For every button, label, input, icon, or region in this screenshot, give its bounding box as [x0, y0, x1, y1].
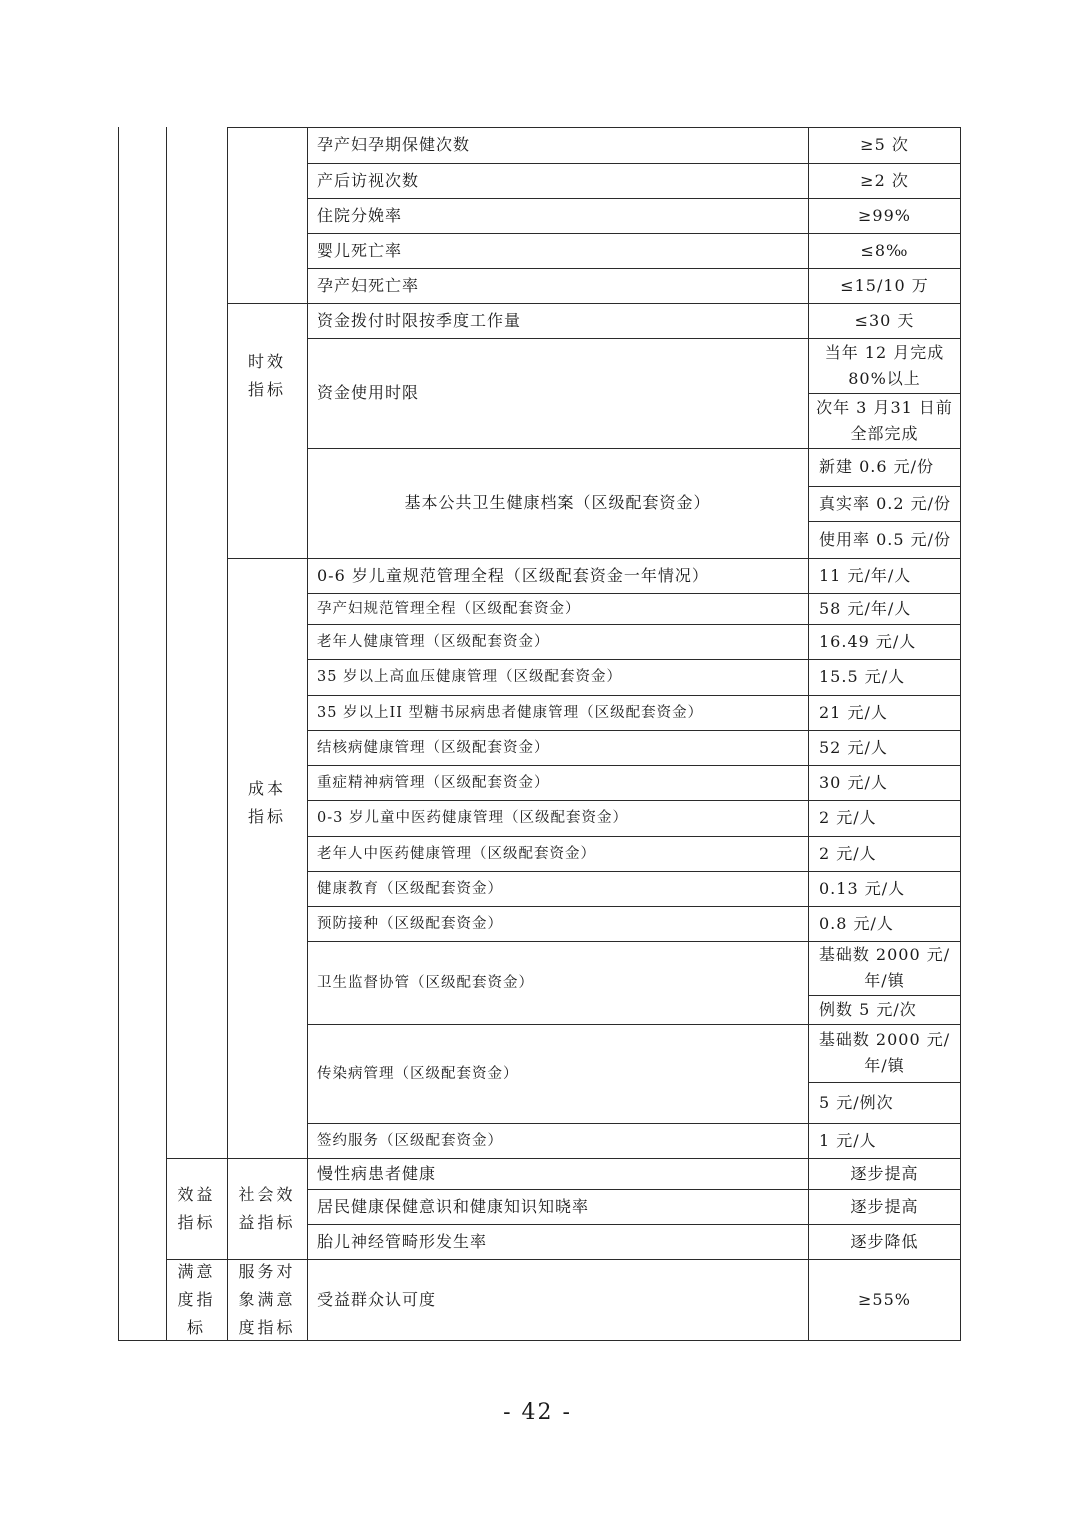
indicator-item: 资金拨付时限按季度工作量	[317, 310, 522, 330]
indicator-item: 老年人健康管理（区级配套资金）	[317, 633, 550, 650]
category-satisfaction: 满意度指标	[177, 1261, 216, 1337]
indicator-item: 健康教育（区级配套资金）	[317, 880, 503, 897]
category-service-satisfaction: 服务对象满意度指标	[238, 1261, 296, 1337]
indicator-value: 当年 12 月完成80%以上	[824, 342, 945, 388]
category-timeliness: 时效指标	[247, 351, 286, 399]
indicator-item: 传染病管理（区级配套资金）	[317, 1065, 519, 1082]
indicator-item: 慢性病患者健康	[317, 1163, 437, 1183]
indicator-value: 52 元/人	[819, 737, 888, 757]
indicator-item: 产后访视次数	[317, 170, 420, 190]
indicator-value: ≤8‰	[860, 240, 909, 260]
indicator-value: 5 元/例次	[819, 1092, 894, 1112]
indicator-value: 2 元/人	[819, 808, 877, 827]
indicator-value: ≥99%	[858, 205, 911, 225]
indicator-value: 15.5 元/人	[819, 667, 906, 686]
indicator-item: 35 岁以上II 型糖书尿病患者健康管理（区级配套资金）	[317, 704, 704, 721]
indicator-item: 孕产妇死亡率	[317, 275, 420, 295]
indicator-value: 0.8 元/人	[819, 913, 894, 933]
indicator-value: 逐步提高	[850, 1163, 919, 1183]
indicator-item: 婴儿死亡率	[317, 240, 403, 260]
indicator-value: ≤30 天	[854, 310, 915, 330]
table-border-right	[960, 127, 961, 1340]
category-benefit: 效益指标	[177, 1184, 216, 1232]
indicator-item: 结核病健康管理（区级配套资金）	[317, 739, 550, 756]
category-cost: 成本指标	[247, 779, 286, 826]
indicator-item: 胎儿神经管畸形发生率	[317, 1231, 488, 1251]
indicator-value: 11 元/年/人	[819, 565, 912, 585]
page-number: - 42 -	[503, 1400, 572, 1425]
indicator-value: 0.13 元/人	[819, 878, 906, 898]
indicator-item: 基本公共卫生健康档案（区级配套资金）	[404, 493, 711, 512]
indicator-item: 孕产妇孕期保健次数	[317, 135, 471, 154]
indicator-value: 16.49 元/人	[819, 631, 917, 651]
indicator-value: 1 元/人	[819, 1130, 877, 1150]
indicator-value: 基础数 2000 元/年/镇	[818, 1030, 951, 1075]
indicator-item: 重症精神病管理（区级配套资金）	[317, 774, 550, 791]
indicator-value: 次年 3 月31 日前全部完成	[816, 397, 953, 443]
indicator-item: 卫生监督协管（区级配套资金）	[317, 974, 534, 991]
indicator-item: 资金使用时限	[317, 383, 420, 402]
indicator-item: 预防接种（区级配套资金）	[317, 915, 503, 932]
indicator-item: 住院分娩率	[317, 205, 403, 225]
indicator-item: 居民健康保健意识和健康知识知晓率	[317, 1196, 590, 1216]
indicator-value: 例数 5 元/次	[819, 999, 917, 1019]
indicator-value: 真实率 0.2 元/份	[819, 493, 952, 513]
table-border-left	[118, 127, 119, 1340]
indicator-item: 签约服务（区级配套资金）	[317, 1132, 503, 1149]
indicator-value: ≥5 次	[860, 135, 909, 154]
indicator-value: ≥55%	[858, 1289, 911, 1309]
indicator-value: 新建 0.6 元/份	[819, 457, 935, 476]
indicator-item: 0-3 岁儿童中医药健康管理（区级配套资金）	[317, 810, 628, 826]
indicator-value: 基础数 2000 元/年/镇	[818, 945, 951, 990]
indicator-value: 21 元/人	[819, 702, 888, 722]
indicator-value: 30 元/人	[819, 772, 888, 792]
category-social-benefit: 社会效益指标	[238, 1184, 296, 1232]
indicator-item: 0-6 岁儿童规范管理全程（区级配套资金一年情况）	[317, 565, 709, 585]
indicator-item: 老年人中医药健康管理（区级配套资金）	[317, 845, 596, 862]
indicator-value: 逐步降低	[850, 1231, 919, 1251]
indicator-item: 受益群众认可度	[317, 1289, 437, 1309]
indicator-value: 使用率 0.5 元/份	[819, 529, 952, 549]
indicator-value: 逐步提高	[850, 1196, 919, 1216]
indicator-item: 35 岁以上高血压健康管理（区级配套资金）	[317, 669, 623, 685]
indicator-value: 58 元/年/人	[819, 598, 912, 618]
indicator-value: 2 元/人	[819, 843, 877, 863]
indicator-item: 孕产妇规范管理全程（区级配套资金）	[317, 600, 581, 617]
indicator-value: ≥2 次	[860, 170, 909, 190]
indicator-value: ≤15/10 万	[840, 275, 929, 295]
